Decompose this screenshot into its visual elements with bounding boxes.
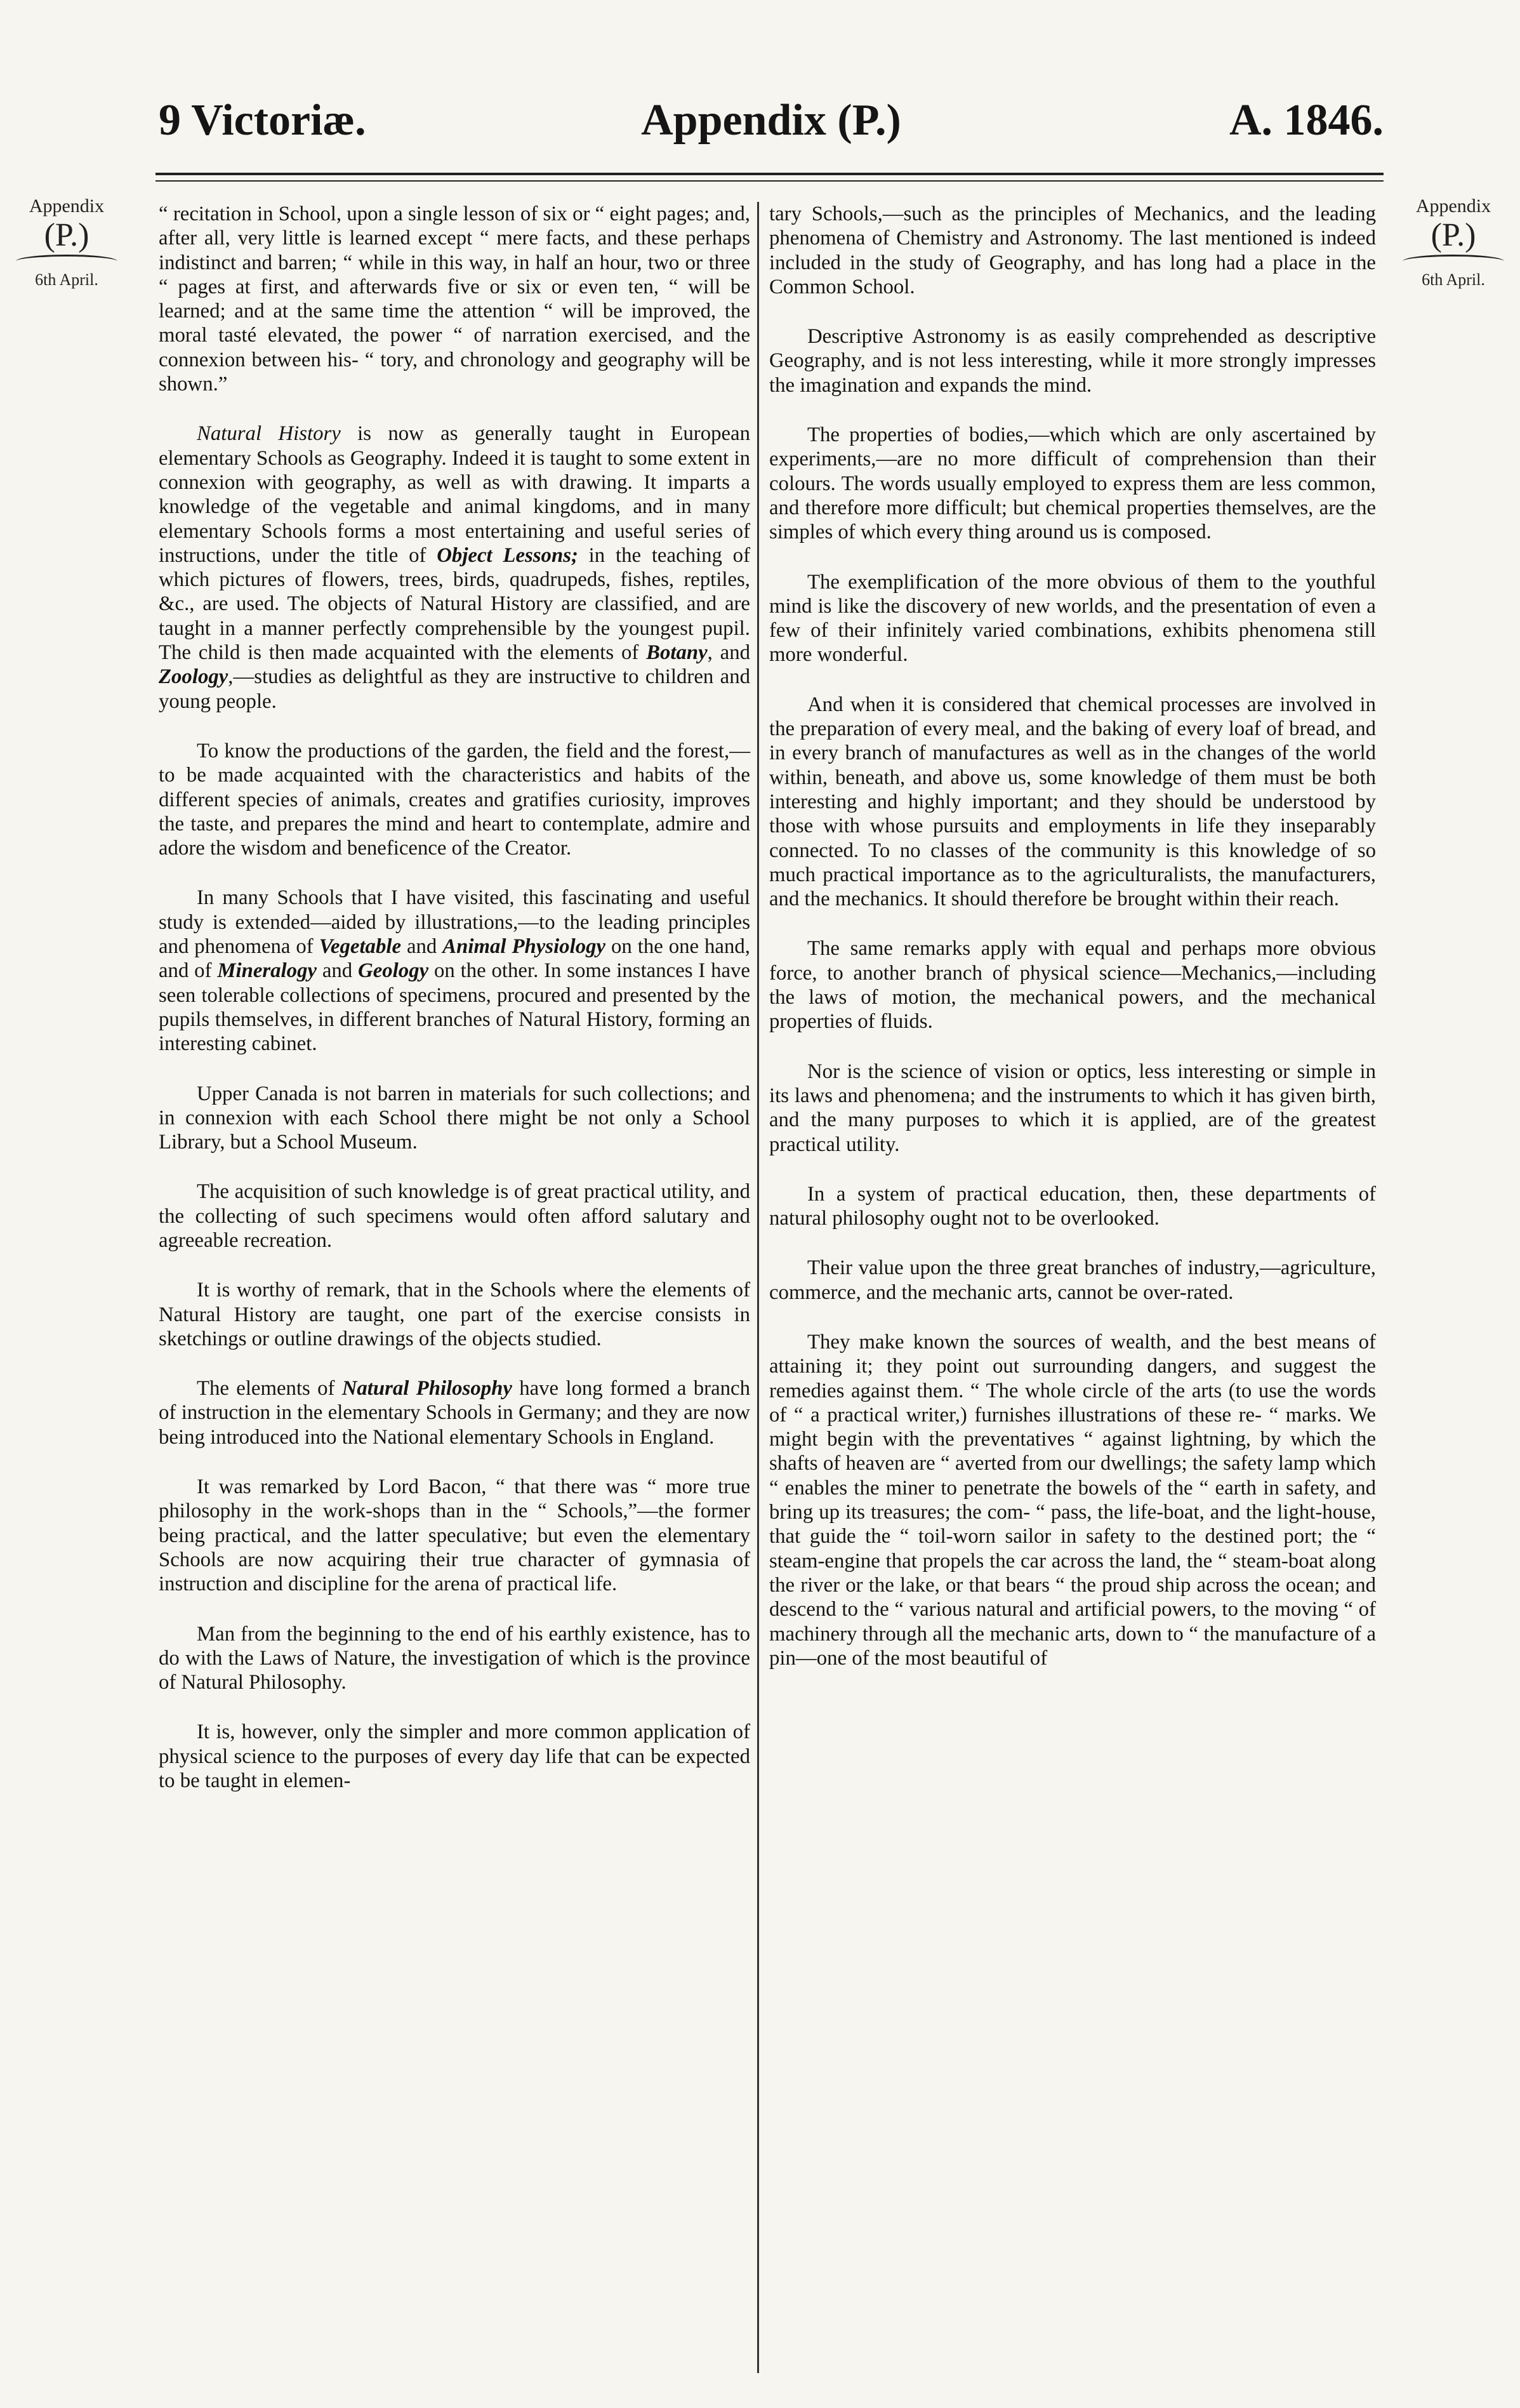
- emphasized-term: Vegetable: [319, 935, 402, 959]
- margin-note-left: [3, 196, 130, 289]
- paragraph: The properties of bodies,—which which are only ascertained by experiments,—are no more difficult of comprehension than their colours. The words usually employed to express them are less common, and therefore more difficult; but chemical properties themselves, are the simples of which every thing around us is composed.: [769, 423, 1376, 544]
- margin-date: 6th April.: [35, 270, 98, 289]
- margin-brace: [1403, 255, 1504, 268]
- right-column: [769, 202, 1376, 1696]
- margin-appendix-letter: (P.): [1431, 217, 1476, 253]
- paragraph: [159, 1376, 750, 1449]
- text-run: The elements of: [197, 1377, 342, 1400]
- left-column: [159, 202, 750, 1818]
- paragraph: tary Schools,—such as the principles of Mechanics, and the leading phenomena of Chemistry and Astronomy. The last mentioned is indeed included in the study of Geography, and has long had a place in the Common School.: [769, 203, 1376, 298]
- paragraph: Descriptive Astronomy is as easily comprehended as descriptive Geography, and is not less interesting, while it more strongly impresses the imagination and expands the mind.: [769, 325, 1376, 397]
- column-divider: [757, 202, 759, 2373]
- text-run: on the one hand, and of: [159, 935, 750, 983]
- header-rule-thick: [155, 173, 1384, 175]
- emphasized-term: Animal Physiology: [442, 935, 606, 959]
- margin-note-right: [1390, 196, 1517, 289]
- paragraph: It was remarked by Lord Bacon, “ that there was “ more true philosophy in the work-shops than in the “ Schools,”—the former being practical, and the latter speculative; but even the elementary Schools are now acquiring their true character of gymnasia of instruction and discipline for the arena of practical life.: [159, 1475, 750, 1596]
- paragraph: “ recitation in School, upon a single lesson of six or “ eight pages; and, after all, very little is learned except “ mere facts, and these perhaps indistinct and barren; “ while in this way, in half an hour, two or three “ pages at first, and afterwards five or six or even ten, “ will be learned; and at the same time the attention “ will be improved, the moral tasté elevated, the power “ of narration exercised, and the connexion between his- “ tory, and chronology and geography will be shown.”: [159, 203, 750, 396]
- paragraph: The same remarks apply with equal and perhaps more obvious force, to another branch of physical science—Mechanics,—including the laws of motion, the mechanical powers, and the mechanical properties of fluids.: [769, 937, 1376, 1034]
- text-run: have long formed a branch of instruction in the elementary Schools in Germany; and they are now being introduced into the National elementary Schools in England.: [159, 1377, 750, 1449]
- paragraph: Man from the beginning to the end of his earthly existence, has to do with the Laws of Nature, the investigation of which is the province of Natural Philosophy.: [159, 1622, 750, 1694]
- paragraph: The acquisition of such knowledge is of great practical utility, and the collecting of such specimens would often afford salutary and agreeable recreation.: [159, 1180, 750, 1252]
- emphasized-term: Natural Philosophy: [341, 1377, 512, 1400]
- text-run: in the teaching of which pictures of flowers, trees, birds, quadrupeds, fishes, reptiles, &c., are used. The objects of Natural History are classified, and are taught in a manner perfectly comprehensible by the youngest pupil. The child is then made acquainted with the elements of: [159, 543, 751, 665]
- paragraph: It is worthy of remark, that in the Schools where the elements of Natural History are taught, one part of the exercise consists in sketchings or outline drawings of the objects studied.: [159, 1279, 750, 1350]
- header-volume: 9 Victoriæ.: [159, 96, 366, 145]
- text-run: on the other. In some instances I have seen tolerable collections of specimens, procured and presented by the pupils themselves, in different branches of Natural History, forming an interesting cabinet.: [159, 959, 750, 1056]
- header-year: A. 1846.: [1229, 96, 1384, 145]
- emphasized-term: Geology: [358, 959, 429, 983]
- paragraph: [159, 422, 750, 714]
- header-appendix: Appendix (P.): [641, 96, 901, 145]
- text-run: and: [317, 959, 359, 983]
- text-run: and: [401, 935, 443, 959]
- emphasized-term: Object Lessons;: [437, 543, 578, 567]
- paragraph: Nor is the science of vision or optics, less interesting or simple in its laws and phenomena; and the instruments to which it has given birth, and the many purposes to which it is applied, are of the greatest practical utility.: [769, 1060, 1376, 1156]
- paragraph: Upper Canada is not barren in materials for such collections; and in connexion with each School there might be not only a School Library, but a School Museum.: [159, 1082, 750, 1154]
- text-run: is now as generally taught in European elementary Schools as Geography. Indeed it is taught to some extent in connexion with geography, as well as with drawing. It imparts a knowledge of the vegetable and animal kingdoms, and in many elementary Schools forms a most entertaining and useful series of instructions, under the title of: [159, 422, 750, 567]
- text-run: , and: [707, 641, 750, 665]
- emphasized-term: Botany: [646, 641, 708, 665]
- header-rule-thin: [155, 180, 1384, 182]
- paragraph: In a system of practical education, then, these departments of natural philosophy ought not to be overlooked.: [769, 1182, 1376, 1230]
- paragraph: They make known the sources of wealth, and the best means of attaining it; they point out surrounding dangers, and suggest the remedies against them. “ The whole circle of the arts (to use the words of “ a practical writer,) furnishes illustrations of these re- “ marks. We might begin with the preventatives “ against lightning, by which the shafts of heaven are “ averted from our dwellings; the safety lamp which “ enables the miner to penetrate the bowels of the “ earth in safety, and bring up its treasures; the com- “ pass, the life-boat, and the light-house, that guide the “ toil-worn sailor in safety to the destined port; the “ steam-engine that propels the car across the land, the “ steam-boat along the river or the lake, or that bears “ the proud ship across the ocean; and descend to the “ various natural and artificial powers, to the moving “ of machinery through all the mechanic arts, down to “ the manufacture of a pin—one of the most beautiful of: [769, 1330, 1376, 1670]
- margin-date: 6th April.: [1422, 270, 1485, 289]
- paragraph: The exemplification of the more obvious of them to the youthful mind is like the discovery of new worlds, and the presentation of even a few of their infinitely varied combinations, exhibits phenomena still more wonderful.: [769, 570, 1376, 667]
- emphasized-term: Natural History: [197, 422, 341, 446]
- paragraph: To know the productions of the garden, the field and the forest,—to be made acquainted with the characteristics and habits of the different species of animals, creates and gratifies curiosity, improves the taste, and prepares the mind and heart to contemplate, admire and adore the wisdom and beneficence of the Creator.: [159, 739, 750, 860]
- paragraph: It is, however, only the simpler and more common application of physical science to the purposes of every day life that can be expected to be taught in elemen-: [159, 1720, 750, 1793]
- emphasized-term: Zoology: [159, 665, 228, 689]
- page-header: [159, 95, 1384, 152]
- text-run: ,—studies as delightful as they are instructive to children and young people.: [159, 665, 750, 713]
- emphasized-term: Mineralogy: [217, 959, 317, 983]
- margin-brace: [16, 255, 117, 268]
- paragraph: [159, 886, 750, 1056]
- text-run: In many Schools that I have visited, this fascinating and useful study is extended—aided by illustrations,—to the leading principles and phenomena of: [159, 886, 750, 959]
- paragraph: And when it is considered that chemical processes are involved in the preparation of every meal, and the baking of every loaf of bread, and in every branch of manufactures as well as in the changes of the world within, beneath, and above us, some knowledge of them must be both interesting and highly important; and they should be understood by those with whose pursuits and employments in life they inseparably connected. To no classes of the community is this knowledge of so much practical importance as to the agriculturalists, the manufacturers, and the mechanics. It should therefore be brought within their reach.: [769, 693, 1376, 911]
- margin-appendix-label: Appendix: [29, 196, 105, 216]
- margin-appendix-letter: (P.): [44, 217, 89, 253]
- paragraph: Their value upon the three great branches of industry,—agriculture, commerce, and the mechanic arts, cannot be over-rated.: [769, 1256, 1376, 1304]
- margin-appendix-label: Appendix: [1415, 196, 1491, 216]
